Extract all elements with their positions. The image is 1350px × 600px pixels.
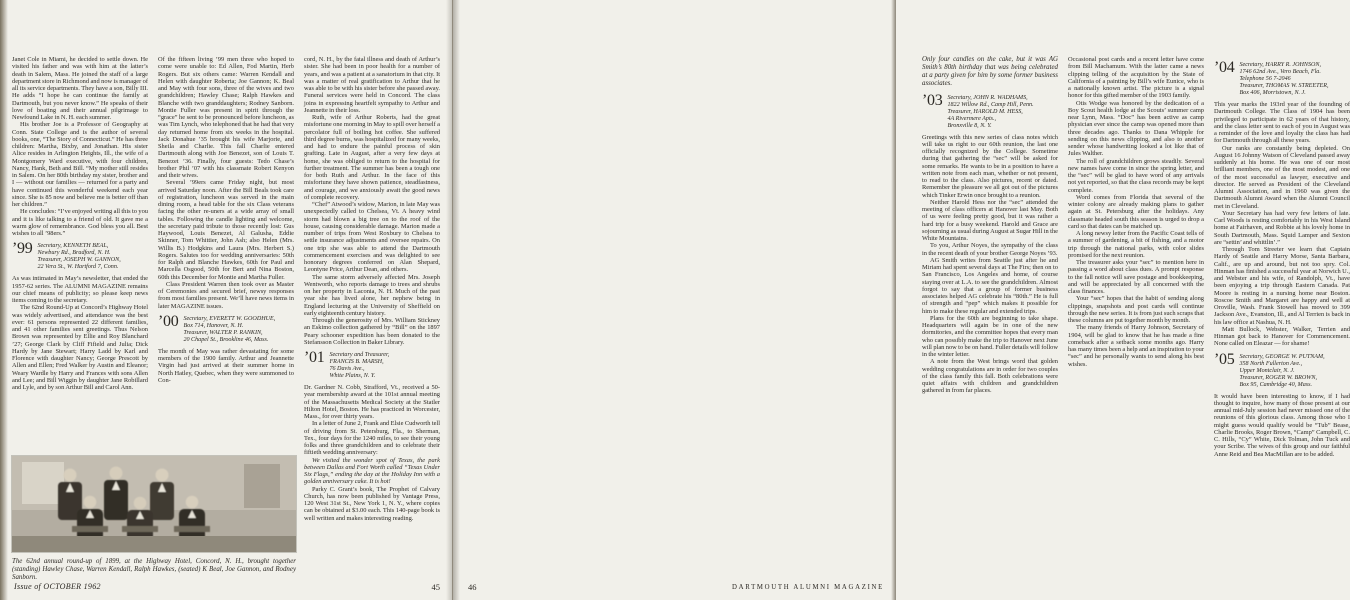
right-page [454, 0, 1350, 600]
body-paragraph: The many friends of Harry Johnson, Secretary of 1904, will be glad to know that he has made a fine comeback after a setback some months ago. Harry has many times been a help and an inspiration to your “sec” and he personally wants to send along his best wishes. [1068, 324, 1204, 368]
officer-line: Box 406, Morristown, N. J. [1239, 90, 1306, 96]
officer-line: Treasurer, JOSEPH W. GANNON, [37, 257, 121, 264]
body-paragraph: Through the generosity of Mrs. William Stickney an Eskimo collection gathered by “Bill” on the 1897 Peary schooner expedition has been donated to the Stefansson Collection in Baker Library. [304, 317, 440, 346]
page-number-right: 46 [468, 582, 477, 592]
class-year-label: ’99 [12, 240, 33, 258]
officer-line: Bronxville 8, N. Y. [947, 122, 992, 129]
body-paragraph: Your Secretary has had very few letters of late. Carl Woods is resting comfortably in his West Island home at Fairhaven, and Robbie at his lovely home in South Dartmouth, Mass. Squid Lamper and Sexton are “settin’ and whittlin’.” [1214, 209, 1350, 246]
officer-line: Upper Montclair, N. J. [1239, 367, 1295, 374]
body-paragraph: This year marks the 193rd year of the founding of Dartmouth College. The Class of 1904 has been privileged to participate in 62 years of that history, and the class letter sent to each of you in August was a reminder of the love and loyalty the class has had for Dartmouth through all these years. [1214, 101, 1350, 145]
text-column [922, 56, 1058, 578]
body-paragraph: The 62nd Round-Up at Concord’s Highway Hotel was widely advertised, and attendance was the best ever: 61 persons represented 22 different families, and 41 other families sent greetings. Thus Nelson Brown was represented by Ellie and Roy Blanchard ’27; George Clark by Cliff Fifield and Julia; Dick Hardy by Jane Stewart; Harry Ladd by Karl and Florence with daughter Nancy; George Prescott by Allen and Ellen; Fred Walker by Austin and Eleanor; Weary Wardle by Harry and Frances with sons Allen and Lee; and Bill Wiggin by daughter Jane Robillard and Lyle, and by son Arthur Bill and Carol Ann. [12, 304, 148, 391]
class-section-heading [922, 91, 1058, 130]
class-section-heading [12, 242, 148, 271]
body-paragraph: cord, N. H., by the fatal illness and death of Arthur’s sister. She had been in poor health for a number of years, and was a patient at a sanatorium in that city. It was a matter of real gratification to Arthur that he was able to be with his sister before she passed away. Funeral services were held in Concord. The class joins in expressing heartfelt sympathy to Arthur and Jeannette in their loss. [304, 56, 440, 114]
roundup-photo [12, 456, 296, 552]
officer-line: Treasurer, THOMAS W. STREETER, [1239, 83, 1329, 89]
body-paragraph: It would have been interesting to know, if I had thought to inquire, how many of those present at our annual mid-July session had never missed one of the reunions of this glorious class. Among those who I might guess would qualify would be “Tub” Bease, Charlie Brooks, Roger Brown, “Camp” Campbell, C. C. Hills, “Cy” White, Dick Tolman, John Tuck and your Scribe. The wives of this group and our faithful Anne Reid and Bea MacMillan are to be added. [1214, 392, 1350, 458]
officer-line: FRANCIS B. MARSH, [329, 359, 384, 365]
page-number-left: 45 [431, 582, 440, 592]
roundup-photo-caption: The 62nd annual round-up of 1899, at the Highway Hotel, Concord, N. H., brought together (standing) Hawley Chase, Warren Kendall, Ralph Hawkes, (seated) K Beal, Joe Gannon, and Rodney Sanborn. [12, 558, 296, 581]
officer-line: 1746 62nd Ave., Vero Beach, Fla. [1239, 69, 1321, 75]
officer-line: Secretary, KENNETH BEAL, [37, 243, 109, 250]
officer-line: 22 Vera St., W. Hartford 7, Conn. [37, 264, 119, 271]
officer-line: Secretary, GEORGE W. PUTNAM, [1239, 353, 1325, 360]
body-paragraph: Matt Bullock, Webster, Walker, Terrien and Hinman got back to Hanover for Commencement. None called on Eleazar — for shame! [1214, 325, 1350, 348]
officer-line: 76 Davis Ave., [329, 366, 365, 372]
class-year-label: ’05 [1214, 350, 1235, 368]
magazine-name-footer: DARTMOUTH ALUMNI MAGAZINE [732, 584, 884, 591]
body-paragraph: Of the fifteen living ’99 men three who hoped to come were unable to: Ed Allen, Fod Martin, Herb Rogers. But six others came: Warren Kendall and Helen with daughter Roberta; Joe Gannon; K. Beal and May with four sons, three of the wives and two grandchildren; Hawley Chase; Ralph Hawkes and Blanche with two granddaughters; Rodney Sanborn. Montie Fuller was present in spirit through the “grace” he sent to be pronounced before luncheon, as was Tim Lynch, who telephoned that he had that very day returned home from six weeks in the hospital. Jack Donahue ’35 brought his wife Marjorie, and Sheila and Charlie. This fall Charlie entered Dartmouth along with Joe Benezet, son of Louis T. Benezet ’36. Finally, four guests: Tedo Chase’s brother Phil ’07 with his classmate Robert Kenyon and their wives. [158, 56, 294, 179]
left-page [0, 0, 452, 600]
officer-line: Telephone 56 7-2046 [1239, 76, 1291, 82]
class-officers [947, 94, 1033, 130]
officer-line: Secretary and Treasurer, [329, 352, 390, 358]
body-paragraph: Dr. Gardner N. Cobb, Strafford, Vt., received a 50-year membership award at the 101st annual meeting of the Massachusetts Medical Society at the Statler Hilton Hotel, Boston. He has practiced in Worcester, Mass., for over thirty years. [304, 384, 440, 420]
officer-line: Secretary, JOHN R. WADHAMS, [947, 94, 1028, 101]
body-paragraph: Occasional post cards and a recent letter have come from Bill Machamum. With the latter came a news clipping telling of the acquisition by the State of California of a painting by Bill’s wife Eunice, who is a nationally known artist. The picture is a signal honor for this gifted member of the 1903 family. [1068, 56, 1204, 100]
body-paragraph: A note from the West brings word that golden wedding congratulations are in order for two couples of the class family this fall. Both celebrations were quiet affairs with children and grandchildren gathered in from far places. [922, 358, 1058, 395]
class-section-heading [1214, 350, 1350, 389]
issue-footer: Issue of OCTOBER 1962 [14, 582, 101, 591]
officer-line: Treasurer, ROGER W. BROWN, [1239, 374, 1317, 381]
class-year-label: ’04 [1214, 59, 1235, 76]
officer-line: Treasurer, HAROLD M. HESS, [947, 108, 1023, 115]
body-paragraph: The same storm adversely affected Mrs. Joseph Wentworth, who reports damage to trees and shrubs on her property in Laconia, N. H. Much of the past year she has lived alone, her nephew being in England lecturing at the University of Sheffield on early eighteenth century history. [304, 273, 440, 317]
class-section-heading [158, 312, 294, 344]
text-column [12, 56, 148, 450]
body-paragraph: Your “sec” hopes that the habit of sending along clippings, snapshots and post cards will continue through the new series. It is from just such scraps that these columns are put together month by month. [1068, 295, 1204, 324]
class-year-label: ’01 [304, 349, 325, 366]
body-paragraph: Word comes from Florida that several of the winter colony are already making plans to gather again at St. Petersburg after the holidays. Any classmate headed south this season is urged to drop a card so that dates can be matched up. [1068, 193, 1204, 230]
body-paragraph: As was intimated in May’s newsletter, that ended the 1957-62 series. The ALUMNI MAGAZINE remains our chief means of publicity; so please keep news items coming to the secretary. [12, 275, 148, 304]
body-paragraph: Janet Cole in Miami, he decided to settle down. He visited his father and was with him at the latter’s death in Salem, Mass. He joined the staff of a large department store in Richmond and now is manager of all its service departments. They have a son, Billy III. He adds “I hope he can continue the family at Dartmouth, but you never know.” He speaks of their love of boating and their annual pilgrimage to Newfound Lake in N. H. each summer. [12, 56, 148, 121]
class-section-heading [1214, 61, 1350, 97]
body-paragraph: In a letter of June 2, Frank and Elsie Cudworth tell of driving from St. Petersburg, Fla., to Sherman, Tex., four days for the 1240 miles, to see their young folks and three grandchildren and to celebrate their fiftieth wedding anniversary: [304, 420, 440, 457]
class-section-heading [304, 351, 440, 380]
birthday-photo-caption: Only four candles on the cake, but it was AG Smith’s 80th birthday that was being celebrated at a party given for him by some former business associates. [922, 56, 1058, 87]
officer-line: Newbury Rd., Bradford, N. H. [37, 250, 111, 257]
text-column [1068, 56, 1204, 578]
officer-line: 4A Rivermere Apts., [947, 115, 997, 122]
body-paragraph: AG Smith writes from Seattle just after he and Miriam had spent several days at The Firs; then on to San Francisco, Los Angeles and home, of course staying over at L.A. to see the grandchildren. Almost forgot to say that a group of former business associates helped AG celebrate his “80th.” He is full of strength and “pep” which makes it possible for him to make these regular and extended trips. [922, 256, 1058, 315]
officer-line: Box 714, Hanover, N. H. [183, 322, 244, 329]
class-year-label: ’00 [158, 312, 179, 330]
roundup-photo-illustration [12, 456, 296, 552]
officer-line: 358 North Fullerton Ave., [1239, 360, 1303, 367]
body-paragraph: A long newsy letter from the Pacific Coast tells of a summer of gardening, a bit of fishing, and a motor trip through the national parks, with color slides promised for the next reunion. [1068, 230, 1204, 259]
body-paragraph: The roll of grandchildren grows steadily. Several new names have come in since the spring letter, and the “sec” will be glad to have word of any arrivals not yet reported, so that the class records may be kept complete. [1068, 157, 1204, 194]
body-paragraph: The treasurer asks your “sec” to mention here in passing a word about class dues. A prompt response to the fall notice will save postage and bookkeeping, and will be appreciated by all concerned with the class finances. [1068, 259, 1204, 295]
class-officers [183, 315, 275, 344]
body-paragraph: His brother Joe is a Professor of Geography at Conn. State College and is the author of several books, one, “The Story of Connecticut.” He has three children: Martha, Bixby, and Jonathan. His sister Alice resides in Arlington Heights, Ill., the wife of a Montgomery Ward executive, with four children, Nancy, Hank, Beth and Bill. “My mother still resides in Salem. On her 80th birthday my sister, brother and I — without our families — returned for a party and have continued this wonderful weekend each year since. She is 85 now and believe me is better off than her children.” [12, 121, 148, 208]
body-paragraph: We visited the wonder spot of Texas, the park between Dallas and Fort Worth called “Texas Under Six Flags,” ending the day at the Holiday Inn with a golden anniversary cake. It is hot! [304, 456, 440, 486]
officer-line: Secretary, EVERETT W. GOODHUE, [183, 315, 276, 322]
body-paragraph: To you, Arthur Noyes, the sympathy of the class in the recent death of your brother George Noyes ’93. [922, 242, 1058, 257]
officer-line: White Plains, N. Y. [329, 373, 376, 379]
body-paragraph: Otis Wodge was honored by the dedication of a Boy Scout health lodge at the Scouts’ summer camp near Lynn, Mass. “Doc” has been active as camp physician ever since the camp was opened more than three decades ago. Thanks to Dana Whipple for sending on this news clipping, and also to another sender whose handwriting looked a lot like that of Jules Walther. [1068, 99, 1204, 158]
class-officers [37, 242, 120, 271]
body-paragraph: He concludes: “I’ve enjoyed writing all this to you and it is like talking to a friend of old. It gave me a warm glow of remembrance. God bless you all. Best wishes to all ’98ers.” [12, 208, 148, 237]
page-gutter-line [452, 0, 453, 600]
body-paragraph: Plans for the 60th are beginning to take shape. Headquarters will again be in one of the new dormitories, and the committee hopes that every man who can possibly make the trip to Hanover next June will plan now to be on hand. Fuller details will follow in the winter letter. [922, 314, 1058, 359]
body-paragraph: “Chef” Atwood’s widow, Marion, in late May was unexpectedly called to Chelsea, Vt. A heavy wind storm had blown a big tree on to the roof of the house, causing considerable damage. Marion made a number of trips from West Roxbury to Chelsea to settle insurance adjustments and oversee repairs. On one trip she was able to attend the Dartmouth commencement exercises and was delighted to see honorary degrees conferred on Alan Shepard, Leontyne Price, Arthur Dean, and others. [304, 201, 440, 274]
text-column [158, 56, 294, 450]
officer-line: Box 95, Cambridge 40, Mass. [1239, 381, 1313, 388]
body-paragraph: Parky C. Grant’s book, The Prophet of Calvary Church, has now been published by Vantage Press, 120 West 31st St., New York 1, N. Y., where copies can be obtained at $3.00 each. This 140-page book is well written and makes interesting reading. [304, 485, 440, 522]
body-paragraph: Greetings with this new series of class notes which will take us right to our 60th reunion, the last one officially recognized by the College. Sometime during that gathering the “sec” will be asked for some remarks. He wants to be in a position to have a written note from each man, whether or not present, to read to the class. Also pictures, recent or dated. Remember the pleasure we all got out of the pictures which Tinker Erwin once brought to a reunion. [922, 133, 1058, 199]
officer-line: Secretary, HARRY R. JOHNSON, [1239, 62, 1322, 68]
body-paragraph: Class President Warren then took over as Master of Ceremonies and secured brief, newsy responses from most families present. We’ll have news items in later MAGAZINE issues. [158, 280, 294, 310]
class-officers [329, 351, 389, 380]
officer-line: Treasurer, WALTER P. RANKIN, [183, 329, 263, 336]
body-paragraph: Several ’99ers came Friday night, but most arrived Saturday noon. After the Bill Beals took care of registration, luncheon was served in the main dining room, a head table for the six Class veterans facing the other re-uners at a wide array of small tables. Following the candle lighting and welcome, the secretary paid tribute to those recently lost: Gus Haywood, Louis Benezet, Al Galusha, Eddie Skinner, Tom Whittier, John Ash; also Helen (Mrs. Willis B.) Hodgkins and Laura (Mrs. Herbert S.) Rogers. Salutes too for wedding anniversaries: 50th for Ralph and Blanche Hawkes, 60th for Paul and Marcella Osgood, 50th for Bert and Nina Boston, 60th this December for Montie and Martha Fuller. [158, 179, 294, 281]
text-column [304, 56, 440, 578]
body-paragraph: Neither Harold Hess nor the “sec” attended the meeting of class officers at Hanover last May. Both of us were feeling pretty good, but it was rather a hard trip for a busy weekend. Harold and Grace are sojourning as usual during August at Sugar Hill in the White Mountains. [922, 198, 1058, 243]
class-officers [1239, 61, 1328, 97]
body-paragraph: The month of May was rather devastating for some members of the 1900 family. Arthur and Jeannette Virgin had just arrived at their summer home in North Hatley, Quebec, when they were summoned to Con- [158, 347, 294, 384]
body-paragraph: Our ranks are constantly being depleted. On August 16 Johnny Watson of Cleveland passed away suddenly at his home. He was one of our most brilliant members, one of the most modest, and one of the most successful as lawyer, executive and director. He served as President of the Cleveland Alumni Association, and in 1960 was given the Dartmouth Alumni Award when the Alumni Council met in Cleveland. [1214, 144, 1350, 210]
class-officers [1239, 353, 1324, 389]
body-paragraph: Ruth, wife of Arthur Roberts, had the great misfortune one morning in May to spill over herself a percolator full of boiling hot coffee. She suffered third degree burns, was hospitalized for many weeks, and had to endure the painful process of skin grafting. Late in August, after a very few days at home, she was obliged to return to the hospital for further treatment. The summer has been a tough one for both Ruth and Arthur. In the face of this misfortune they have shown patience, steadfastness, and courage, and we anxiously await the good news of complete recovery. [304, 114, 440, 201]
officer-line: 1822 Willow Rd., Camp Hill, Penn. [947, 101, 1034, 108]
body-paragraph: Through Tom Streeter we learn that Captain Hardy of Seattle and Harry Morse, Santa Barbara, Calif., are up and around, but not too spry. Col. Hinman has finished a successful year at Norwich U., and Webster and his wife, of Randolph, Vt., have been enjoying a trip through Eastern Canada. Pat Moore is resting in a nursing home near Boston. Roscoe Smith and Margaret are happy and well at Oroville, Wash. Frank Stowell has moved to 399 Jackson Ave., Evanston, Ill., and Al Terrien is back in his law office at Nashua, N. H. [1214, 246, 1350, 326]
officer-line: 20 Chapel St., Brookline 46, Mass. [183, 336, 269, 343]
text-column [1214, 56, 1350, 578]
class-year-label: ’03 [922, 91, 943, 109]
